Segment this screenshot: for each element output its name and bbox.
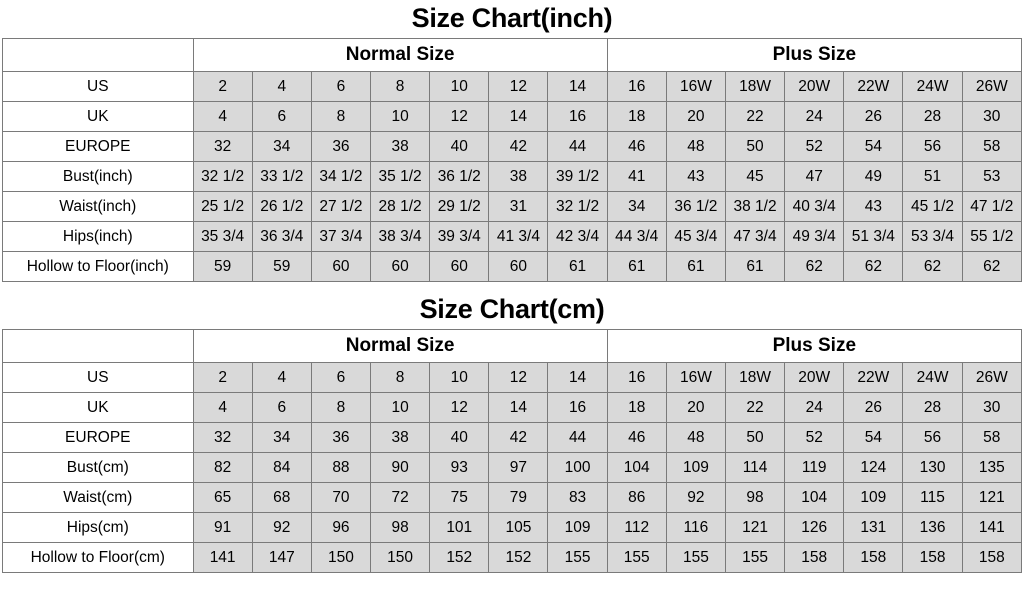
table-cell: 47 <box>785 162 844 192</box>
table-cell: 20 <box>666 393 725 423</box>
table-cell: 38 <box>489 162 548 192</box>
table-cell: 35 3/4 <box>193 222 252 252</box>
table-cell: 42 3/4 <box>548 222 607 252</box>
table-cell: 150 <box>311 543 370 573</box>
table-cell: 92 <box>252 513 311 543</box>
row-label: UK <box>3 102 194 132</box>
table-cell: 46 <box>607 423 666 453</box>
table-cell: 34 1/2 <box>311 162 370 192</box>
group-header-normal-size: Normal Size <box>193 330 607 363</box>
table-cell: 28 1/2 <box>371 192 430 222</box>
table-cell: 18 <box>607 393 666 423</box>
table-cell: 46 <box>607 132 666 162</box>
table-cell: 36 <box>311 423 370 453</box>
table-row <box>3 423 1022 453</box>
size-chart-cm-table <box>2 329 1022 573</box>
table-row <box>3 102 1022 132</box>
row-label: Hollow to Floor(cm) <box>3 543 194 573</box>
table-row <box>3 222 1022 252</box>
table-cell: 25 1/2 <box>193 192 252 222</box>
table-cell: 61 <box>666 252 725 282</box>
table-cell: 35 1/2 <box>371 162 430 192</box>
table-cell: 26 1/2 <box>252 192 311 222</box>
table-cell: 16 <box>607 363 666 393</box>
table-cell: 43 <box>666 162 725 192</box>
section-spacer <box>0 282 1024 291</box>
table-cell: 8 <box>311 102 370 132</box>
table-cell: 29 1/2 <box>430 192 489 222</box>
table-cell: 20W <box>785 72 844 102</box>
table-cell: 152 <box>430 543 489 573</box>
table-cell: 22W <box>844 72 903 102</box>
size-chart-inch-block <box>0 0 1024 282</box>
table-cell: 10 <box>430 363 489 393</box>
table-cell: 158 <box>962 543 1021 573</box>
table-cell: 26W <box>962 72 1021 102</box>
table-cell: 10 <box>371 102 430 132</box>
table-cell: 40 <box>430 132 489 162</box>
table-cell: 126 <box>785 513 844 543</box>
table-cell: 60 <box>430 252 489 282</box>
table-cell: 92 <box>666 483 725 513</box>
row-label: UK <box>3 393 194 423</box>
table-cell: 79 <box>489 483 548 513</box>
table-cell: 6 <box>311 363 370 393</box>
table-cell: 40 <box>430 423 489 453</box>
table-cell: 97 <box>489 453 548 483</box>
table-cell: 147 <box>252 543 311 573</box>
table-cell: 96 <box>311 513 370 543</box>
table-cell: 10 <box>430 72 489 102</box>
table-cell: 158 <box>844 543 903 573</box>
table-cell: 26 <box>844 102 903 132</box>
table-cell: 56 <box>903 423 962 453</box>
table-cell: 42 <box>489 132 548 162</box>
table-row <box>3 543 1022 573</box>
table-cell: 54 <box>844 423 903 453</box>
table-cell: 150 <box>371 543 430 573</box>
table-cell: 50 <box>725 132 784 162</box>
table-cell: 39 1/2 <box>548 162 607 192</box>
table-cell: 58 <box>962 132 1021 162</box>
table-cell: 91 <box>193 513 252 543</box>
table-cell: 4 <box>252 72 311 102</box>
table-cell: 155 <box>607 543 666 573</box>
table-cell: 104 <box>607 453 666 483</box>
table-cell: 32 <box>193 132 252 162</box>
table-cell: 24 <box>785 102 844 132</box>
table-cell: 61 <box>548 252 607 282</box>
table-cell: 12 <box>430 102 489 132</box>
table-cell: 28 <box>903 393 962 423</box>
table-cell: 53 3/4 <box>903 222 962 252</box>
size-chart-cm-block <box>0 291 1024 573</box>
group-header-normal-size: Normal Size <box>193 39 607 72</box>
table-cell: 8 <box>371 363 430 393</box>
table-cell: 101 <box>430 513 489 543</box>
table-row <box>3 162 1022 192</box>
table-cell: 59 <box>252 252 311 282</box>
row-label: US <box>3 72 194 102</box>
table-cell: 58 <box>962 423 1021 453</box>
table-cell: 24W <box>903 363 962 393</box>
table-group-header-row <box>3 330 1022 363</box>
table-cell: 41 <box>607 162 666 192</box>
table-cell: 131 <box>844 513 903 543</box>
table-cell: 38 <box>371 132 430 162</box>
table-cell: 112 <box>607 513 666 543</box>
table-cell: 62 <box>785 252 844 282</box>
table-cell: 60 <box>311 252 370 282</box>
table-cell: 36 1/2 <box>666 192 725 222</box>
table-cell: 24W <box>903 72 962 102</box>
table-cell: 61 <box>725 252 784 282</box>
row-label: Hollow to Floor(inch) <box>3 252 194 282</box>
table-cell: 33 1/2 <box>252 162 311 192</box>
table-cell: 16 <box>548 102 607 132</box>
row-label: EUROPE <box>3 423 194 453</box>
table-cell: 14 <box>489 102 548 132</box>
table-cell: 45 1/2 <box>903 192 962 222</box>
table-cell: 38 <box>371 423 430 453</box>
table-cell: 2 <box>193 363 252 393</box>
table-cell: 28 <box>903 102 962 132</box>
table-cell: 18 <box>607 102 666 132</box>
table-cell: 51 <box>903 162 962 192</box>
table-cell: 121 <box>962 483 1021 513</box>
table-row <box>3 393 1022 423</box>
table-group-header-row <box>3 39 1022 72</box>
table-cell: 93 <box>430 453 489 483</box>
table-cell: 18W <box>725 72 784 102</box>
table-cell: 105 <box>489 513 548 543</box>
table-cell: 158 <box>785 543 844 573</box>
table-cell: 84 <box>252 453 311 483</box>
table-cell: 4 <box>193 102 252 132</box>
table-cell: 18W <box>725 363 784 393</box>
table-cell: 158 <box>903 543 962 573</box>
table-cell: 155 <box>725 543 784 573</box>
table-corner-cell <box>3 39 194 72</box>
table-cell: 141 <box>962 513 1021 543</box>
table-cell: 36 1/2 <box>430 162 489 192</box>
table-cell: 53 <box>962 162 1021 192</box>
table-cell: 155 <box>548 543 607 573</box>
table-cell: 152 <box>489 543 548 573</box>
table-cell: 32 <box>193 423 252 453</box>
table-cell: 16W <box>666 363 725 393</box>
table-cell: 98 <box>725 483 784 513</box>
table-cell: 141 <box>193 543 252 573</box>
table-cell: 62 <box>903 252 962 282</box>
row-label: EUROPE <box>3 132 194 162</box>
table-cell: 86 <box>607 483 666 513</box>
table-cell: 41 3/4 <box>489 222 548 252</box>
table-cell: 45 <box>725 162 784 192</box>
table-cell: 26 <box>844 393 903 423</box>
table-cell: 62 <box>962 252 1021 282</box>
table-cell: 130 <box>903 453 962 483</box>
table-cell: 48 <box>666 132 725 162</box>
table-cell: 22 <box>725 393 784 423</box>
table-cell: 16 <box>548 393 607 423</box>
table-cell: 34 <box>252 132 311 162</box>
table-cell: 20 <box>666 102 725 132</box>
table-cell: 26W <box>962 363 1021 393</box>
table-cell: 55 1/2 <box>962 222 1021 252</box>
table-cell: 44 <box>548 132 607 162</box>
table-cell: 10 <box>371 393 430 423</box>
row-label: Waist(inch) <box>3 192 194 222</box>
table-cell: 119 <box>785 453 844 483</box>
table-cell: 12 <box>489 72 548 102</box>
table-cell: 90 <box>371 453 430 483</box>
table-cell: 12 <box>430 393 489 423</box>
table-cell: 6 <box>252 102 311 132</box>
table-cell: 115 <box>903 483 962 513</box>
table-cell: 4 <box>252 363 311 393</box>
group-header-plus-size: Plus Size <box>607 330 1021 363</box>
table-cell: 104 <box>785 483 844 513</box>
table-cell: 16 <box>607 72 666 102</box>
table-cell: 6 <box>252 393 311 423</box>
table-row <box>3 513 1022 543</box>
table-cell: 22 <box>725 102 784 132</box>
table-cell: 136 <box>903 513 962 543</box>
table-cell: 72 <box>371 483 430 513</box>
size-chart-inch-table <box>2 38 1022 282</box>
table-cell: 20W <box>785 363 844 393</box>
table-cell: 114 <box>725 453 784 483</box>
table-cell: 60 <box>489 252 548 282</box>
row-label: Bust(cm) <box>3 453 194 483</box>
table-cell: 124 <box>844 453 903 483</box>
table-cell: 60 <box>371 252 430 282</box>
table-cell: 62 <box>844 252 903 282</box>
table-cell: 14 <box>548 72 607 102</box>
table-cell: 83 <box>548 483 607 513</box>
table-cell: 32 1/2 <box>193 162 252 192</box>
table-cell: 52 <box>785 132 844 162</box>
table-cell: 42 <box>489 423 548 453</box>
table-cell: 34 <box>252 423 311 453</box>
table-cell: 155 <box>666 543 725 573</box>
table-cell: 121 <box>725 513 784 543</box>
table-cell: 109 <box>666 453 725 483</box>
table-cell: 82 <box>193 453 252 483</box>
row-label: Waist(cm) <box>3 483 194 513</box>
table-cell: 38 3/4 <box>371 222 430 252</box>
table-row <box>3 483 1022 513</box>
table-cell: 36 3/4 <box>252 222 311 252</box>
table-cell: 65 <box>193 483 252 513</box>
table-cell: 8 <box>371 72 430 102</box>
group-header-plus-size: Plus Size <box>607 39 1021 72</box>
table-cell: 54 <box>844 132 903 162</box>
table-cell: 135 <box>962 453 1021 483</box>
table-cell: 40 3/4 <box>785 192 844 222</box>
table-cell: 14 <box>548 363 607 393</box>
table-cell: 51 3/4 <box>844 222 903 252</box>
table-row <box>3 453 1022 483</box>
table-cell: 36 <box>311 132 370 162</box>
table-cell: 39 3/4 <box>430 222 489 252</box>
table-cell: 49 3/4 <box>785 222 844 252</box>
table-cell: 56 <box>903 132 962 162</box>
table-cell: 45 3/4 <box>666 222 725 252</box>
table-row <box>3 363 1022 393</box>
table-cell: 2 <box>193 72 252 102</box>
table-cell: 16W <box>666 72 725 102</box>
table-cell: 44 3/4 <box>607 222 666 252</box>
table-cell: 75 <box>430 483 489 513</box>
table-cell: 68 <box>252 483 311 513</box>
table-cell: 109 <box>548 513 607 543</box>
table-cell: 38 1/2 <box>725 192 784 222</box>
table-row <box>3 252 1022 282</box>
table-cell: 59 <box>193 252 252 282</box>
table-cell: 100 <box>548 453 607 483</box>
table-cell: 6 <box>311 72 370 102</box>
table-cell: 34 <box>607 192 666 222</box>
table-cell: 98 <box>371 513 430 543</box>
table-cell: 32 1/2 <box>548 192 607 222</box>
table-cell: 44 <box>548 423 607 453</box>
table-cell: 116 <box>666 513 725 543</box>
table-corner-cell <box>3 330 194 363</box>
table-cell: 27 1/2 <box>311 192 370 222</box>
row-label: Hips(inch) <box>3 222 194 252</box>
table-cell: 31 <box>489 192 548 222</box>
table-cell: 50 <box>725 423 784 453</box>
table-cell: 30 <box>962 393 1021 423</box>
table-row <box>3 132 1022 162</box>
table-cell: 22W <box>844 363 903 393</box>
table-cell: 70 <box>311 483 370 513</box>
table-cell: 109 <box>844 483 903 513</box>
table-cell: 12 <box>489 363 548 393</box>
table-cell: 24 <box>785 393 844 423</box>
table-cell: 47 1/2 <box>962 192 1021 222</box>
table-cell: 8 <box>311 393 370 423</box>
table-cell: 30 <box>962 102 1021 132</box>
row-label: Bust(inch) <box>3 162 194 192</box>
table-row <box>3 192 1022 222</box>
table-cell: 4 <box>193 393 252 423</box>
row-label: US <box>3 363 194 393</box>
table-cell: 48 <box>666 423 725 453</box>
size-chart-inch-title: Size Chart(inch) <box>411 3 613 33</box>
table-cell: 43 <box>844 192 903 222</box>
table-cell: 37 3/4 <box>311 222 370 252</box>
table-cell: 52 <box>785 423 844 453</box>
table-cell: 88 <box>311 453 370 483</box>
table-cell: 47 3/4 <box>725 222 784 252</box>
row-label: Hips(cm) <box>3 513 194 543</box>
table-cell: 49 <box>844 162 903 192</box>
table-cell: 14 <box>489 393 548 423</box>
table-row <box>3 72 1022 102</box>
table-cell: 61 <box>607 252 666 282</box>
size-chart-cm-title: Size Chart(cm) <box>419 294 605 324</box>
